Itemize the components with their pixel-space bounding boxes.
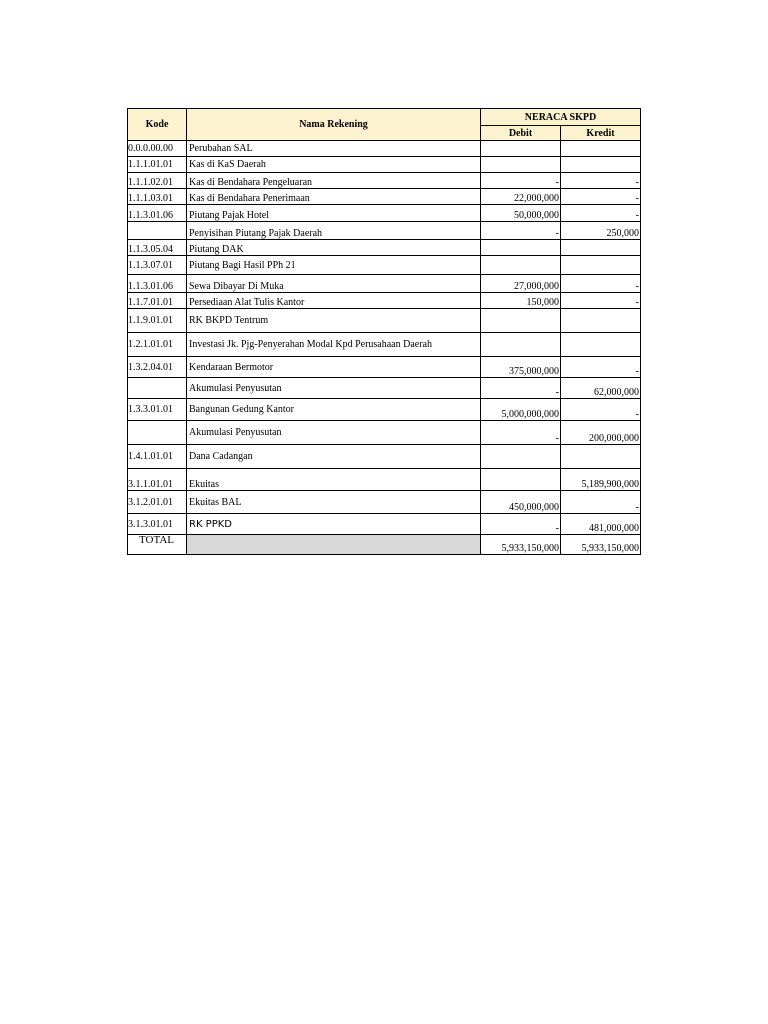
nama-cell: Kas di Bendahara Pengeluaran	[187, 173, 481, 189]
debit-cell	[481, 469, 561, 491]
debit-cell: -	[481, 378, 561, 399]
kode-cell: 1.1.1.01.01	[128, 157, 187, 173]
kredit-cell: -	[561, 399, 641, 421]
kredit-cell: -	[561, 275, 641, 293]
kode-cell	[128, 421, 187, 445]
table-row	[128, 189, 641, 205]
nama-cell: Kas di KaS Daerah	[187, 157, 481, 173]
kredit-cell	[561, 256, 641, 275]
nama-cell: Piutang DAK	[187, 240, 481, 256]
debit-cell: 27,000,000	[481, 275, 561, 293]
header-kredit: Kredit	[561, 126, 641, 141]
kode-cell: 1.1.1.02.01	[128, 173, 187, 189]
debit-cell	[481, 309, 561, 333]
debit-cell: 22,000,000	[481, 189, 561, 205]
kredit-cell	[561, 309, 641, 333]
table-row	[128, 293, 641, 309]
nama-cell: RK BKPD Tentrum	[187, 309, 481, 333]
debit-cell: -	[481, 514, 561, 535]
nama-cell: Akumulasi Penyusutan	[187, 378, 481, 399]
debit-cell	[481, 240, 561, 256]
table-row	[128, 157, 641, 173]
kode-cell: 3.1.2.01.01	[128, 491, 187, 514]
debit-cell	[481, 141, 561, 157]
total-nama-cell	[187, 535, 481, 555]
debit-cell: 375,000,000	[481, 357, 561, 378]
kredit-cell: 5,189,900,000	[561, 469, 641, 491]
kode-cell: 1.1.7.01.01	[128, 293, 187, 309]
table-row	[128, 309, 641, 333]
nama-cell: Piutang Pajak Hotel	[187, 205, 481, 222]
kredit-cell: -	[561, 491, 641, 514]
debit-cell	[481, 157, 561, 173]
kode-cell: 1.1.3.01.06	[128, 275, 187, 293]
nama-cell: Akumulasi Penyusutan	[187, 421, 481, 445]
total-row	[128, 535, 641, 555]
table-row	[128, 173, 641, 189]
kode-cell: 1.1.3.07.01	[128, 256, 187, 275]
kode-cell: 1.3.2.04.01	[128, 357, 187, 378]
table-row	[128, 256, 641, 275]
kredit-cell	[561, 157, 641, 173]
header-nama-rekening: Nama Rekening	[187, 109, 481, 141]
table-row	[128, 469, 641, 491]
debit-cell: -	[481, 421, 561, 445]
kredit-cell: -	[561, 205, 641, 222]
kredit-cell: 62,000,000	[561, 378, 641, 399]
debit-cell: -	[481, 222, 561, 240]
debit-cell: -	[481, 173, 561, 189]
neraca-skpd-table	[127, 108, 641, 555]
debit-cell	[481, 256, 561, 275]
table-row	[128, 421, 641, 445]
table-row	[128, 205, 641, 222]
kode-cell: 1.3.3.01.01	[128, 399, 187, 421]
nama-cell: Persediaan Alat Tulis Kantor	[187, 293, 481, 309]
kode-cell: 1.1.9.01.01	[128, 309, 187, 333]
kode-cell: 1.4.1.01.01	[128, 445, 187, 469]
nama-cell: Perubahan SAL	[187, 141, 481, 157]
kode-cell: 1.1.3.01.06	[128, 205, 187, 222]
nama-cell: Piutang Bagi Hasil PPh 21	[187, 256, 481, 275]
kode-cell: 3.1.3.01.01	[128, 514, 187, 535]
kode-cell: 3.1.1.01.01	[128, 469, 187, 491]
header-neraca-skpd: NERACA SKPD	[481, 109, 641, 126]
kode-cell	[128, 222, 187, 240]
nama-cell: Investasi Jk. Pjg-Penyerahan Modal Kpd Perusahaan Daerah	[187, 333, 481, 357]
table-row	[128, 445, 641, 469]
nama-cell: Penyisihan Piutang Pajak Daerah	[187, 222, 481, 240]
nama-cell: RK PPKD	[187, 514, 481, 535]
table-row	[128, 141, 641, 157]
table-row	[128, 399, 641, 421]
kredit-cell	[561, 240, 641, 256]
nama-cell: Dana Cadangan	[187, 445, 481, 469]
nama-cell: Ekuitas	[187, 469, 481, 491]
nama-cell: Kas di Bendahara Penerimaan	[187, 189, 481, 205]
kode-cell: 1.1.3.05.04	[128, 240, 187, 256]
debit-cell	[481, 333, 561, 357]
header-kode: Kode	[128, 109, 187, 141]
table-row	[128, 222, 641, 240]
table-row	[128, 491, 641, 514]
kredit-cell: 200,000,000	[561, 421, 641, 445]
kredit-cell	[561, 141, 641, 157]
kredit-cell	[561, 445, 641, 469]
table-row	[128, 514, 641, 535]
total-kredit: 5,933,150,000	[561, 535, 641, 555]
kredit-cell: 481,000,000	[561, 514, 641, 535]
kode-cell: 1.1.1.03.01	[128, 189, 187, 205]
kredit-cell: -	[561, 173, 641, 189]
debit-cell: 150,000	[481, 293, 561, 309]
kredit-cell: -	[561, 357, 641, 378]
debit-cell	[481, 445, 561, 469]
table-row	[128, 357, 641, 378]
header-debit: Debit	[481, 126, 561, 141]
nama-cell: Kendaraan Bermotor	[187, 357, 481, 378]
table-row	[128, 333, 641, 357]
debit-cell: 450,000,000	[481, 491, 561, 514]
total-debit: 5,933,150,000	[481, 535, 561, 555]
kredit-cell: -	[561, 189, 641, 205]
debit-cell: 50,000,000	[481, 205, 561, 222]
table-row	[128, 275, 641, 293]
kredit-cell: -	[561, 293, 641, 309]
kode-cell	[128, 378, 187, 399]
kredit-cell	[561, 333, 641, 357]
kredit-cell: 250,000	[561, 222, 641, 240]
nama-cell: Ekuitas BAL	[187, 491, 481, 514]
table-row	[128, 378, 641, 399]
table-row	[128, 240, 641, 256]
nama-cell: Bangunan Gedung Kantor	[187, 399, 481, 421]
nama-cell: Sewa Dibayar Di Muka	[187, 275, 481, 293]
kode-cell: 1.2.1.01.01	[128, 333, 187, 357]
kode-cell: 0.0.0.00.00	[128, 141, 187, 157]
total-label: TOTAL	[128, 535, 187, 555]
debit-cell: 5,000,000,000	[481, 399, 561, 421]
